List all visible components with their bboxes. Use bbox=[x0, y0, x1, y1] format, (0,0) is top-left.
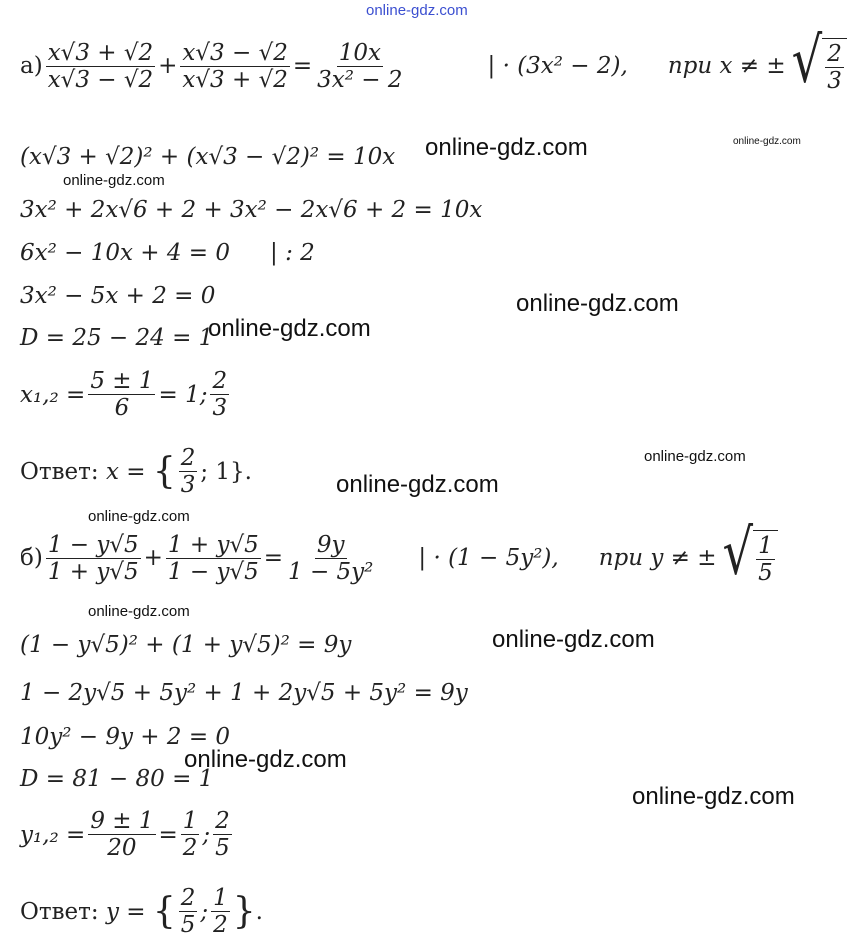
watermark: online-gdz.com bbox=[425, 134, 588, 161]
part-b-label: б) bbox=[20, 545, 43, 572]
fraction: $\frac{1 + y√5}{1 - y√5}$ bbox=[167, 531, 259, 585]
roots: y₁,₂ = $\frac{9 \pm 1}{20}$ = $\frac{1}{2}$ ; $\frac{2}{5}$ bbox=[20, 808, 230, 862]
answer: Ответ: y = { $\frac{2}{5}$ ; $\frac{1}{2}$ } . bbox=[20, 885, 263, 939]
watermark: online-gdz.com bbox=[492, 626, 655, 653]
step: D = 25 − 24 = 1 bbox=[20, 325, 214, 351]
watermark: online-gdz.com bbox=[184, 746, 347, 773]
watermark: online-gdz.com bbox=[88, 603, 190, 620]
watermark: online-gdz.com bbox=[208, 315, 371, 342]
step: 10y² − 9y + 2 = 0 bbox=[20, 724, 231, 750]
watermark: online-gdz.com bbox=[632, 783, 795, 810]
step: 3x² − 5x + 2 = 0 bbox=[20, 283, 216, 309]
step: (1 − y√5)² + (1 + y√5)² = 9y bbox=[20, 632, 352, 658]
sqrt: √ $\frac{2}{3}$ bbox=[792, 38, 847, 95]
fraction: $\frac{1 - y√5}{1 + y√5}$ bbox=[47, 531, 139, 585]
fraction: $\frac{10x}{\text{3x² − 2}}$ bbox=[317, 39, 403, 93]
condition: при y ≠ ± bbox=[598, 545, 717, 572]
watermark: online-gdz.com bbox=[336, 471, 499, 498]
fraction: $\frac{x√3 + √2}{x√3 - √2}$ bbox=[47, 39, 154, 93]
step: 3x² + 2x√6 + 2 + 3x² − 2x√6 + 2 = 10x bbox=[20, 197, 483, 223]
watermark: online-gdz.com bbox=[88, 508, 190, 525]
fraction: $\frac{x√3 - √2}{x√3 + √2}$ bbox=[182, 39, 288, 93]
part-b-equation: б) $\frac{1 - y√5}{1 + y√5}$ + $\frac{1 + y√5}{1 - y√5}$ = $\frac{9y}{\text{1 − 5y²}}$ | · (1 − 5y²), при y ≠ ± √ $\frac{1}{5}$ bbox=[20, 530, 778, 587]
part-a-equation: а) $\frac{x√3 + √2}{x√3 - √2}$ + $\frac{x√3 - √2}{x√3 + √2}$ = $\frac{10x}{\text{3x² − 2}}$ | · (3x² − 2), при x ≠ ± √ $\frac{2}{3}$ bbox=[20, 38, 847, 95]
step: 1 − 2y√5 + 5y² + 1 + 2y√5 + 5y² = 9y bbox=[20, 680, 468, 706]
step: (x√3 + √2)² + (x√3 − √2)² = 10x bbox=[20, 144, 396, 170]
multiplier: | · (1 − 5y²), bbox=[418, 545, 559, 572]
condition: при x ≠ ± bbox=[667, 53, 786, 80]
answer: Ответ: x = { $\frac{2}{3}$ ; 1}. bbox=[20, 445, 252, 499]
multiplier: | · (3x² − 2), bbox=[487, 53, 628, 80]
part-a-label: а) bbox=[20, 53, 43, 80]
sqrt: √ $\frac{1}{5}$ bbox=[723, 530, 778, 587]
watermark: online-gdz.com bbox=[516, 290, 679, 317]
fraction: $\frac{9y}{\text{1 − 5y²}}$ bbox=[288, 531, 374, 585]
watermark: online-gdz.com bbox=[733, 136, 801, 147]
watermark-top: online-gdz.com bbox=[366, 2, 468, 19]
roots: x₁,₂ = $\frac{5 \pm 1}{6}$ = 1; $\frac{2}{3}$ bbox=[20, 368, 228, 422]
watermark: online-gdz.com bbox=[63, 172, 165, 189]
step: D = 81 − 80 = 1 bbox=[20, 766, 214, 792]
step: 6x² − 10x + 4 = 0 | : 2 bbox=[20, 240, 315, 266]
watermark: online-gdz.com bbox=[644, 448, 746, 465]
